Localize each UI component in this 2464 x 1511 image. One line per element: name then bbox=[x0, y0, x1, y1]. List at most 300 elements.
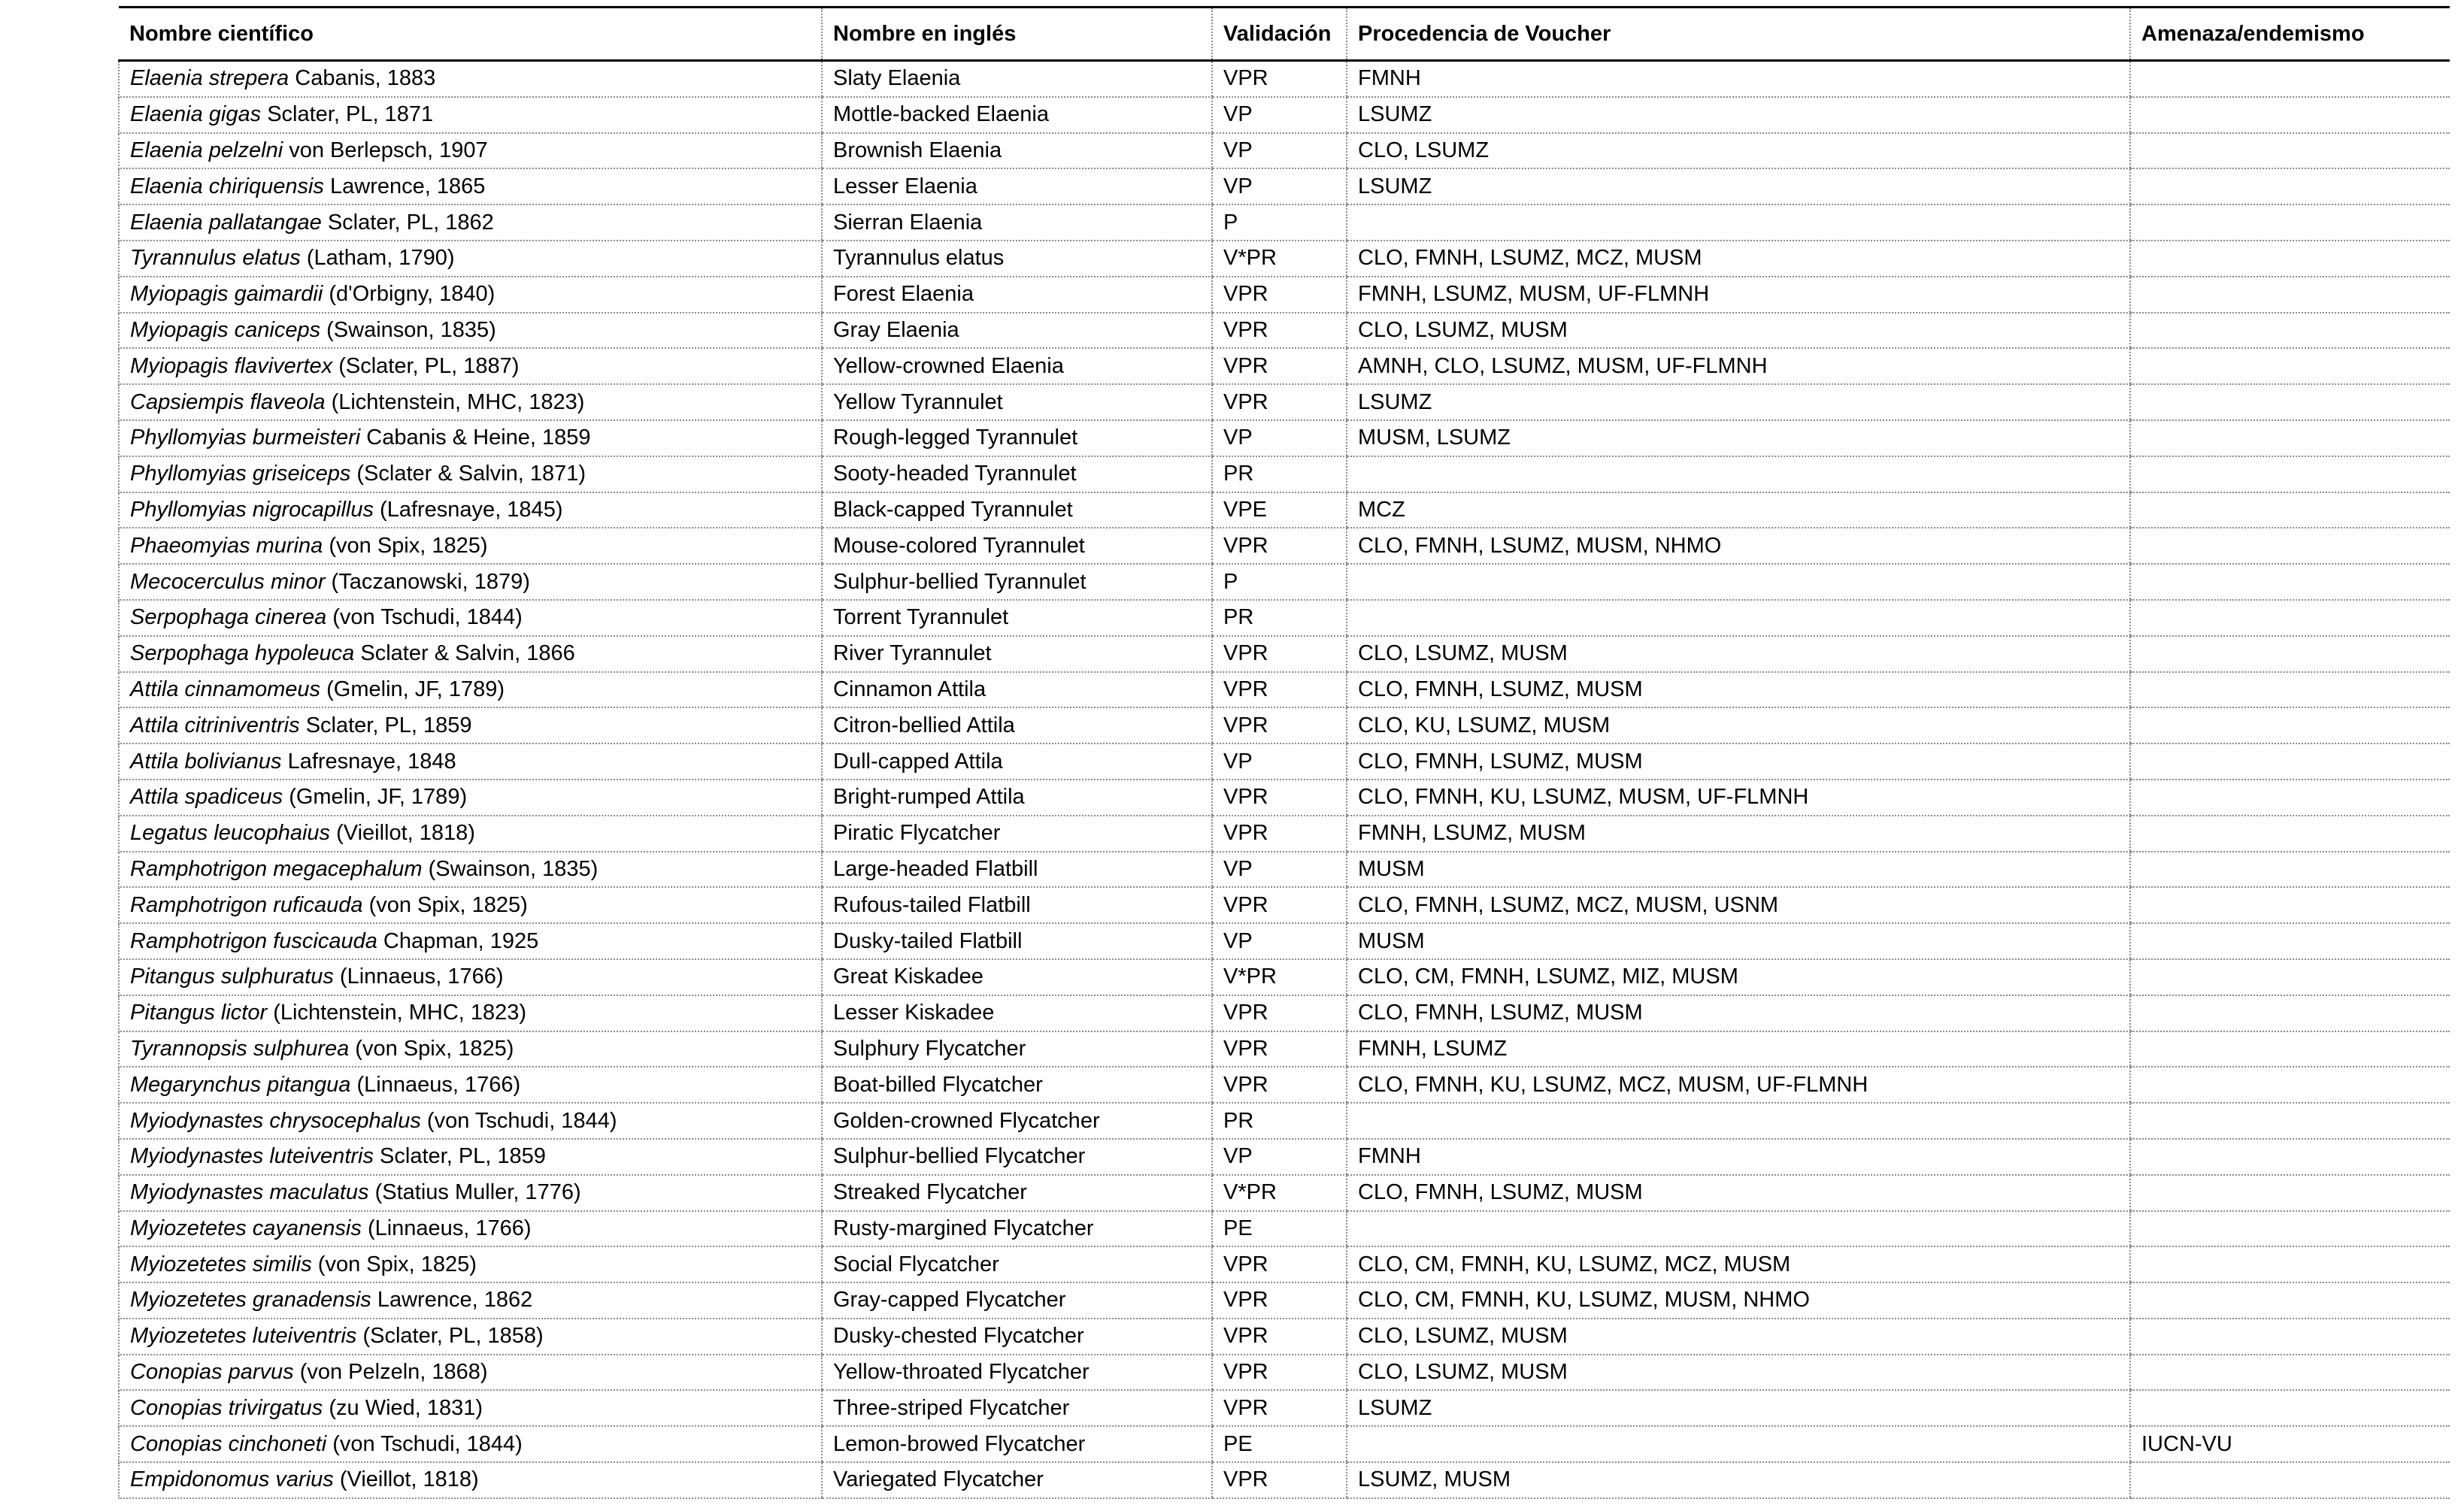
cell-english-name: Social Flycatcher bbox=[822, 1246, 1212, 1282]
species-table bbox=[118, 6, 2450, 1499]
species-author: (Vieillot, 1818) bbox=[339, 1467, 479, 1492]
cell-english-name: Rufous-tailed Flatbill bbox=[822, 887, 1212, 923]
cell-english-name: Slaty Elaenia bbox=[822, 61, 1212, 97]
cell-english-name: Sooty-headed Tyrannulet bbox=[822, 456, 1212, 492]
species-author: (Linnaeus, 1766) bbox=[339, 964, 504, 989]
cell-threat bbox=[2130, 743, 2450, 780]
cell-validation: V*PR bbox=[1212, 1175, 1347, 1211]
header-row bbox=[119, 8, 2450, 61]
species-binomial: Elaenia chiriquensis bbox=[130, 174, 324, 198]
cell-scientific-name bbox=[119, 1211, 822, 1247]
cell-validation: VPR bbox=[1212, 313, 1347, 349]
cell-threat bbox=[2130, 636, 2450, 672]
species-binomial: Myiozetetes similis bbox=[130, 1252, 312, 1276]
cell-validation: VPR bbox=[1212, 1462, 1347, 1498]
cell-threat bbox=[2130, 97, 2450, 133]
cell-threat bbox=[2130, 492, 2450, 528]
cell-english-name: Citron-bellied Attila bbox=[822, 707, 1212, 743]
cell-english-name: Lemon-browed Flycatcher bbox=[822, 1426, 1212, 1462]
table-body bbox=[119, 61, 2450, 1498]
cell-scientific-name bbox=[119, 564, 822, 600]
cell-voucher: CLO, FMNH, LSUMZ, MCZ, MUSM, USNM bbox=[1347, 887, 2130, 923]
table-row bbox=[119, 1246, 2450, 1282]
cell-threat bbox=[2130, 1175, 2450, 1211]
species-author: Lawrence, 1862 bbox=[377, 1288, 533, 1313]
cell-scientific-name bbox=[119, 1031, 822, 1067]
cell-validation: VP bbox=[1212, 168, 1347, 204]
cell-scientific-name bbox=[119, 1103, 822, 1139]
table-row bbox=[119, 1282, 2450, 1319]
cell-english-name: Bright-rumped Attila bbox=[822, 780, 1212, 816]
species-author: (Latham, 1790) bbox=[306, 246, 455, 271]
species-author: (von Spix, 1825) bbox=[329, 533, 488, 558]
cell-voucher bbox=[1347, 204, 2130, 241]
cell-threat bbox=[2130, 780, 2450, 816]
species-author: Sclater, PL, 1871 bbox=[267, 102, 434, 127]
table-row bbox=[119, 1355, 2450, 1391]
species-author: (Sclater, PL, 1858) bbox=[362, 1324, 544, 1349]
cell-english-name: Sulphur-bellied Tyrannulet bbox=[822, 564, 1212, 600]
cell-scientific-name bbox=[119, 420, 822, 456]
species-author: (zu Wied, 1831) bbox=[329, 1395, 483, 1420]
table-row bbox=[119, 133, 2450, 169]
cell-voucher: FMNH, LSUMZ bbox=[1347, 1031, 2130, 1067]
species-author: (von Tschudi, 1844) bbox=[332, 605, 523, 630]
species-author: (von Pelzeln, 1868) bbox=[299, 1360, 488, 1385]
cell-english-name: Dusky-chested Flycatcher bbox=[822, 1319, 1212, 1355]
cell-scientific-name bbox=[119, 1246, 822, 1282]
cell-voucher: CLO, FMNH, KU, LSUMZ, MUSM, UF-FLMNH bbox=[1347, 780, 2130, 816]
cell-english-name: Mouse-colored Tyrannulet bbox=[822, 528, 1212, 564]
cell-english-name: Dusky-tailed Flatbill bbox=[822, 923, 1212, 959]
cell-english-name: Golden-crowned Flycatcher bbox=[822, 1103, 1212, 1139]
cell-voucher bbox=[1347, 456, 2130, 492]
species-author: (von Spix, 1825) bbox=[368, 892, 528, 917]
header-scientific-name: Nombre científico bbox=[119, 8, 822, 61]
cell-scientific-name bbox=[119, 852, 822, 888]
table-row bbox=[119, 97, 2450, 133]
cell-voucher: LSUMZ bbox=[1347, 1390, 2130, 1426]
cell-threat bbox=[2130, 241, 2450, 277]
cell-validation: VP bbox=[1212, 420, 1347, 456]
cell-english-name: Rough-legged Tyrannulet bbox=[822, 420, 1212, 456]
cell-threat bbox=[2130, 1031, 2450, 1067]
cell-validation: VPR bbox=[1212, 1031, 1347, 1067]
species-binomial: Conopias parvus bbox=[130, 1360, 294, 1385]
header-threat: Amenaza/endemismo bbox=[2130, 8, 2450, 61]
cell-scientific-name bbox=[119, 384, 822, 420]
species-binomial: Megarynchus pitangua bbox=[130, 1072, 351, 1097]
species-binomial: Conopias cinchoneti bbox=[130, 1431, 327, 1456]
cell-scientific-name bbox=[119, 456, 822, 492]
cell-english-name: Mottle-backed Elaenia bbox=[822, 97, 1212, 133]
cell-threat bbox=[2130, 1390, 2450, 1426]
species-binomial: Myiopagis gaimardii bbox=[130, 282, 323, 307]
cell-scientific-name bbox=[119, 1319, 822, 1355]
species-author: (Gmelin, JF, 1789) bbox=[289, 785, 468, 810]
species-binomial: Serpophaga hypoleuca bbox=[130, 641, 355, 666]
cell-english-name: Torrent Tyrannulet bbox=[822, 600, 1212, 636]
cell-validation: VPR bbox=[1212, 995, 1347, 1031]
species-author: (Lichtenstein, MHC, 1823) bbox=[273, 1001, 527, 1025]
cell-voucher: CLO, CM, FMNH, LSUMZ, MIZ, MUSM bbox=[1347, 959, 2130, 995]
header-validation: Validación bbox=[1212, 8, 1347, 61]
cell-english-name: Gray-capped Flycatcher bbox=[822, 1282, 1212, 1319]
species-author: (von Spix, 1825) bbox=[355, 1036, 514, 1061]
cell-voucher: LSUMZ bbox=[1347, 384, 2130, 420]
cell-english-name: Black-capped Tyrannulet bbox=[822, 492, 1212, 528]
cell-validation: VPR bbox=[1212, 348, 1347, 384]
cell-scientific-name bbox=[119, 743, 822, 780]
cell-validation: PR bbox=[1212, 456, 1347, 492]
species-binomial: Serpophaga cinerea bbox=[130, 605, 327, 630]
cell-validation: VPR bbox=[1212, 528, 1347, 564]
cell-scientific-name bbox=[119, 959, 822, 995]
cell-voucher: CLO, LSUMZ, MUSM bbox=[1347, 313, 2130, 349]
species-binomial: Phyllomyias griseiceps bbox=[130, 462, 351, 486]
species-author: (Linnaeus, 1766) bbox=[367, 1216, 532, 1240]
species-binomial: Myiodynastes maculatus bbox=[130, 1180, 369, 1205]
cell-english-name: Sierran Elaenia bbox=[822, 204, 1212, 241]
table-row bbox=[119, 995, 2450, 1031]
cell-english-name: Streaked Flycatcher bbox=[822, 1175, 1212, 1211]
cell-scientific-name bbox=[119, 1175, 822, 1211]
table-row bbox=[119, 1175, 2450, 1211]
species-author: von Berlepsch, 1907 bbox=[289, 138, 488, 162]
cell-scientific-name bbox=[119, 707, 822, 743]
species-author: (von Tschudi, 1844) bbox=[426, 1108, 617, 1133]
cell-scientific-name bbox=[119, 313, 822, 349]
cell-voucher bbox=[1347, 564, 2130, 600]
species-author: (Swainson, 1835) bbox=[428, 856, 599, 881]
species-binomial: Legatus leucophaius bbox=[130, 821, 331, 846]
table-row bbox=[119, 1426, 2450, 1462]
cell-scientific-name bbox=[119, 168, 822, 204]
cell-threat bbox=[2130, 564, 2450, 600]
cell-threat bbox=[2130, 277, 2450, 313]
table-row bbox=[119, 1067, 2450, 1103]
species-author: (Swainson, 1835) bbox=[326, 317, 496, 342]
table-row bbox=[119, 959, 2450, 995]
cell-voucher bbox=[1347, 1103, 2130, 1139]
cell-threat bbox=[2130, 1462, 2450, 1498]
cell-english-name: Boat-billed Flycatcher bbox=[822, 1067, 1212, 1103]
cell-validation: P bbox=[1212, 204, 1347, 241]
cell-scientific-name bbox=[119, 528, 822, 564]
species-author: (Lafresnaye, 1845) bbox=[380, 497, 563, 522]
cell-scientific-name bbox=[119, 97, 822, 133]
cell-validation: VPR bbox=[1212, 780, 1347, 816]
species-binomial: Capsiempis flaveola bbox=[130, 389, 326, 414]
cell-threat bbox=[2130, 959, 2450, 995]
table-row bbox=[119, 1031, 2450, 1067]
species-binomial: Ramphotrigon fuscicauda bbox=[130, 928, 377, 953]
cell-threat bbox=[2130, 1103, 2450, 1139]
cell-english-name: Sulphury Flycatcher bbox=[822, 1031, 1212, 1067]
cell-validation: VPR bbox=[1212, 672, 1347, 708]
cell-threat: IUCN-VU bbox=[2130, 1426, 2450, 1462]
cell-threat bbox=[2130, 456, 2450, 492]
cell-scientific-name bbox=[119, 672, 822, 708]
table-row bbox=[119, 743, 2450, 780]
cell-english-name: Yellow-throated Flycatcher bbox=[822, 1355, 1212, 1391]
table-row bbox=[119, 600, 2450, 636]
cell-scientific-name bbox=[119, 1426, 822, 1462]
cell-voucher bbox=[1347, 1426, 2130, 1462]
cell-validation: VPR bbox=[1212, 61, 1347, 97]
species-binomial: Attila bolivianus bbox=[130, 749, 282, 774]
table-row bbox=[119, 456, 2450, 492]
species-binomial: Myiodynastes luteiventris bbox=[130, 1144, 374, 1169]
species-binomial: Elaenia strepera bbox=[130, 66, 289, 91]
cell-voucher: MUSM bbox=[1347, 852, 2130, 888]
species-binomial: Conopias trivirgatus bbox=[130, 1395, 323, 1420]
table-row bbox=[119, 780, 2450, 816]
table-row bbox=[119, 241, 2450, 277]
header-voucher: Procedencia de Voucher bbox=[1347, 8, 2130, 61]
table-row bbox=[119, 168, 2450, 204]
cell-validation: V*PR bbox=[1212, 959, 1347, 995]
cell-voucher: MUSM, LSUMZ bbox=[1347, 420, 2130, 456]
cell-voucher bbox=[1347, 600, 2130, 636]
cell-scientific-name bbox=[119, 636, 822, 672]
cell-scientific-name bbox=[119, 61, 822, 97]
cell-voucher: FMNH, LSUMZ, MUSM bbox=[1347, 816, 2130, 852]
cell-scientific-name bbox=[119, 1462, 822, 1498]
cell-threat bbox=[2130, 672, 2450, 708]
cell-validation: VPR bbox=[1212, 1282, 1347, 1319]
cell-scientific-name bbox=[119, 1390, 822, 1426]
cell-threat bbox=[2130, 1282, 2450, 1319]
cell-validation: VPR bbox=[1212, 1319, 1347, 1355]
table-row bbox=[119, 204, 2450, 241]
species-binomial: Myiopagis caniceps bbox=[130, 317, 321, 342]
species-author: Sclater, PL, 1859 bbox=[380, 1144, 546, 1169]
cell-english-name: Brownish Elaenia bbox=[822, 133, 1212, 169]
species-author: Sclater, PL, 1862 bbox=[327, 210, 494, 235]
table-row bbox=[119, 61, 2450, 97]
table-row bbox=[119, 313, 2450, 349]
species-binomial: Myiozetetes luteiventris bbox=[130, 1324, 357, 1349]
cell-threat bbox=[2130, 384, 2450, 420]
cell-validation: VPR bbox=[1212, 707, 1347, 743]
species-binomial: Attila spadiceus bbox=[130, 785, 283, 810]
cell-voucher: CLO, KU, LSUMZ, MUSM bbox=[1347, 707, 2130, 743]
cell-scientific-name bbox=[119, 241, 822, 277]
species-author: Lawrence, 1865 bbox=[330, 174, 486, 198]
cell-scientific-name bbox=[119, 133, 822, 169]
cell-voucher: CLO, CM, FMNH, KU, LSUMZ, MCZ, MUSM bbox=[1347, 1246, 2130, 1282]
species-binomial: Myiozetetes granadensis bbox=[130, 1288, 371, 1313]
species-binomial: Pitangus lictor bbox=[130, 1001, 268, 1025]
table-row bbox=[119, 1103, 2450, 1139]
cell-scientific-name bbox=[119, 816, 822, 852]
cell-threat bbox=[2130, 168, 2450, 204]
cell-scientific-name bbox=[119, 600, 822, 636]
cell-voucher: AMNH, CLO, LSUMZ, MUSM, UF-FLMNH bbox=[1347, 348, 2130, 384]
cell-voucher: FMNH bbox=[1347, 61, 2130, 97]
cell-threat bbox=[2130, 995, 2450, 1031]
cell-validation: PR bbox=[1212, 1103, 1347, 1139]
cell-validation: VPR bbox=[1212, 636, 1347, 672]
table-row bbox=[119, 348, 2450, 384]
cell-threat bbox=[2130, 852, 2450, 888]
cell-voucher: LSUMZ bbox=[1347, 97, 2130, 133]
table-row bbox=[119, 1211, 2450, 1247]
cell-voucher bbox=[1347, 1211, 2130, 1247]
cell-validation: VP bbox=[1212, 852, 1347, 888]
cell-voucher: FMNH bbox=[1347, 1139, 2130, 1175]
cell-voucher: FMNH, LSUMZ, MUSM, UF-FLMNH bbox=[1347, 277, 2130, 313]
cell-voucher: CLO, LSUMZ bbox=[1347, 133, 2130, 169]
cell-english-name: Dull-capped Attila bbox=[822, 743, 1212, 780]
cell-threat bbox=[2130, 1067, 2450, 1103]
species-binomial: Phaeomyias murina bbox=[130, 533, 323, 558]
species-author: (d'Orbigny, 1840) bbox=[329, 282, 496, 307]
cell-scientific-name bbox=[119, 204, 822, 241]
table-row bbox=[119, 672, 2450, 708]
table-row bbox=[119, 1319, 2450, 1355]
table-row bbox=[119, 277, 2450, 313]
cell-validation: VP bbox=[1212, 97, 1347, 133]
cell-validation: VPR bbox=[1212, 384, 1347, 420]
cell-threat bbox=[2130, 707, 2450, 743]
cell-threat bbox=[2130, 313, 2450, 349]
species-binomial: Tyrannopsis sulphurea bbox=[130, 1036, 350, 1061]
cell-validation: VPR bbox=[1212, 1355, 1347, 1391]
cell-voucher: CLO, FMNH, KU, LSUMZ, MCZ, MUSM, UF-FLMNH bbox=[1347, 1067, 2130, 1103]
cell-scientific-name bbox=[119, 1139, 822, 1175]
species-author: (Statius Muller, 1776) bbox=[374, 1180, 581, 1205]
cell-voucher: CLO, FMNH, LSUMZ, MUSM bbox=[1347, 995, 2130, 1031]
species-binomial: Elaenia pallatangae bbox=[130, 210, 322, 235]
cell-voucher: CLO, FMNH, LSUMZ, MUSM bbox=[1347, 672, 2130, 708]
cell-validation: VPR bbox=[1212, 277, 1347, 313]
cell-threat bbox=[2130, 1319, 2450, 1355]
cell-validation: PR bbox=[1212, 600, 1347, 636]
cell-scientific-name bbox=[119, 780, 822, 816]
header-english-name: Nombre en inglés bbox=[822, 8, 1212, 61]
cell-english-name: Great Kiskadee bbox=[822, 959, 1212, 995]
cell-threat bbox=[2130, 1355, 2450, 1391]
cell-english-name: Tyrannulus elatus bbox=[822, 241, 1212, 277]
species-binomial: Pitangus sulphuratus bbox=[130, 964, 334, 989]
species-author: Sclater, PL, 1859 bbox=[305, 713, 472, 737]
table-row bbox=[119, 420, 2450, 456]
species-binomial: Attila cinnamomeus bbox=[130, 677, 321, 701]
species-author: (Taczanowski, 1879) bbox=[331, 569, 530, 594]
cell-threat bbox=[2130, 600, 2450, 636]
species-binomial: Tyrannulus elatus bbox=[130, 246, 301, 271]
cell-threat bbox=[2130, 816, 2450, 852]
cell-threat bbox=[2130, 923, 2450, 959]
species-binomial: Phyllomyias burmeisteri bbox=[130, 425, 361, 450]
cell-english-name: Forest Elaenia bbox=[822, 277, 1212, 313]
species-author: Chapman, 1925 bbox=[383, 928, 539, 953]
cell-scientific-name bbox=[119, 1067, 822, 1103]
table-row bbox=[119, 384, 2450, 420]
species-binomial: Elaenia gigas bbox=[130, 102, 262, 127]
cell-threat bbox=[2130, 133, 2450, 169]
table-row bbox=[119, 1139, 2450, 1175]
cell-threat bbox=[2130, 348, 2450, 384]
cell-english-name: Piratic Flycatcher bbox=[822, 816, 1212, 852]
cell-validation: PE bbox=[1212, 1211, 1347, 1247]
cell-threat bbox=[2130, 61, 2450, 97]
cell-voucher: CLO, FMNH, LSUMZ, MCZ, MUSM bbox=[1347, 241, 2130, 277]
species-author: (Sclater & Salvin, 1871) bbox=[356, 462, 586, 486]
cell-validation: VP bbox=[1212, 1139, 1347, 1175]
cell-voucher: MUSM bbox=[1347, 923, 2130, 959]
cell-voucher: CLO, FMNH, LSUMZ, MUSM, NHMO bbox=[1347, 528, 2130, 564]
cell-english-name: Variegated Flycatcher bbox=[822, 1462, 1212, 1498]
table-header bbox=[119, 8, 2450, 61]
species-author: (Linnaeus, 1766) bbox=[356, 1072, 521, 1097]
cell-scientific-name bbox=[119, 995, 822, 1031]
cell-validation: VP bbox=[1212, 133, 1347, 169]
cell-scientific-name bbox=[119, 1282, 822, 1319]
table-row bbox=[119, 528, 2450, 564]
table-row bbox=[119, 564, 2450, 600]
table-row bbox=[119, 852, 2450, 888]
cell-english-name: Yellow Tyrannulet bbox=[822, 384, 1212, 420]
cell-english-name: Yellow-crowned Elaenia bbox=[822, 348, 1212, 384]
table-row bbox=[119, 492, 2450, 528]
species-binomial: Mecocerculus minor bbox=[130, 569, 326, 594]
cell-scientific-name bbox=[119, 277, 822, 313]
species-author: Cabanis & Heine, 1859 bbox=[366, 425, 591, 450]
cell-english-name: Sulphur-bellied Flycatcher bbox=[822, 1139, 1212, 1175]
cell-voucher: CLO, FMNH, LSUMZ, MUSM bbox=[1347, 743, 2130, 780]
cell-threat bbox=[2130, 1246, 2450, 1282]
species-binomial: Ramphotrigon megacephalum bbox=[130, 856, 423, 881]
species-binomial: Myiodynastes chrysocephalus bbox=[130, 1108, 421, 1133]
cell-validation: V*PR bbox=[1212, 241, 1347, 277]
cell-validation: VPR bbox=[1212, 887, 1347, 923]
species-binomial: Elaenia pelzelni bbox=[130, 138, 283, 162]
cell-scientific-name bbox=[119, 1355, 822, 1391]
table-row bbox=[119, 1390, 2450, 1426]
species-binomial: Ramphotrigon ruficauda bbox=[130, 892, 363, 917]
cell-scientific-name bbox=[119, 923, 822, 959]
cell-english-name: River Tyrannulet bbox=[822, 636, 1212, 672]
cell-english-name: Lesser Elaenia bbox=[822, 168, 1212, 204]
cell-validation: VP bbox=[1212, 923, 1347, 959]
cell-validation: VPR bbox=[1212, 1246, 1347, 1282]
species-binomial: Phyllomyias nigrocapillus bbox=[130, 497, 374, 522]
cell-threat bbox=[2130, 204, 2450, 241]
cell-voucher: CLO, LSUMZ, MUSM bbox=[1347, 636, 2130, 672]
cell-voucher: MCZ bbox=[1347, 492, 2130, 528]
cell-scientific-name bbox=[119, 887, 822, 923]
cell-threat bbox=[2130, 887, 2450, 923]
cell-validation: PE bbox=[1212, 1426, 1347, 1462]
species-author: Sclater & Salvin, 1866 bbox=[360, 641, 575, 666]
cell-validation: VPR bbox=[1212, 816, 1347, 852]
table-row bbox=[119, 816, 2450, 852]
species-author: (von Spix, 1825) bbox=[317, 1252, 477, 1276]
cell-voucher: LSUMZ bbox=[1347, 168, 2130, 204]
table-row bbox=[119, 636, 2450, 672]
cell-english-name: Three-striped Flycatcher bbox=[822, 1390, 1212, 1426]
cell-validation: VP bbox=[1212, 743, 1347, 780]
cell-validation: P bbox=[1212, 564, 1347, 600]
species-author: (Lichtenstein, MHC, 1823) bbox=[331, 389, 585, 414]
cell-scientific-name bbox=[119, 348, 822, 384]
cell-threat bbox=[2130, 528, 2450, 564]
cell-scientific-name bbox=[119, 492, 822, 528]
species-author: (Vieillot, 1818) bbox=[336, 821, 475, 846]
